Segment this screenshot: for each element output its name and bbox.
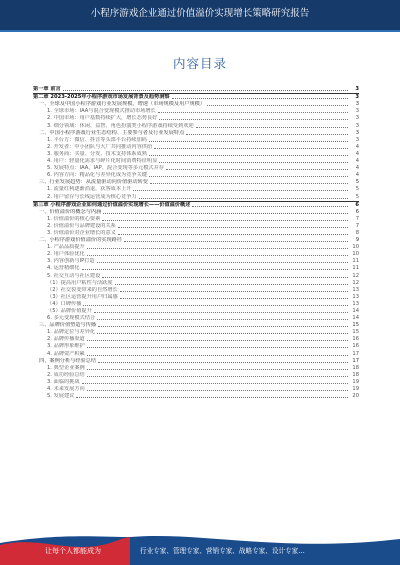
toc-entry[interactable]: [33, 393, 359, 400]
toc-entry-label: （5）品牌价值提升: [47, 308, 92, 314]
toc-entry-label: 1. 全球市场：IAA与混合变现模式推动市场增长: [47, 108, 156, 115]
toc-dot-leader: [118, 227, 348, 228]
toc-entry-label: 6. 内容方向：精品化与差异化成为竞争关键: [47, 172, 147, 179]
toc-entry-label: 一、全球及中国小程序游戏行业发展规模、增速（市场规模及用户规模）: [39, 101, 206, 108]
toc-dot-leader: [159, 162, 348, 163]
toc-entry[interactable]: [33, 272, 359, 279]
toc-entry-label: 1. 平台方：微信、抖音等头部平台持续加码: [47, 136, 147, 143]
toc-dot-leader: [192, 206, 348, 207]
toc-entry-page: 3: [355, 108, 359, 115]
toc-entry[interactable]: [33, 280, 359, 287]
toc-entry-label: 第二章 2023-2025年小程序游戏市场发展背景及趋势洞察: [33, 94, 170, 101]
toc-entry-label: 6. 多元变现模式结合: [47, 315, 96, 322]
toc-entry[interactable]: [33, 223, 359, 230]
toc-entry-label: 2. 成功经验总结: [47, 371, 85, 378]
toc-entry-label: 三、品牌价值塑造与传播: [39, 322, 97, 329]
toc-entry[interactable]: [33, 186, 359, 193]
toc-dot-leader: [83, 305, 348, 306]
toc-entry-page: 5: [355, 186, 359, 193]
toc-entry-label: 1. 品牌定位与差异化: [47, 329, 96, 336]
toc-dot-leader: [207, 105, 348, 106]
toc-entry[interactable]: [33, 315, 359, 322]
toc-dot-leader: [124, 241, 348, 242]
toc-entry-page: 4: [355, 158, 359, 165]
toc-entry-page: 12: [352, 272, 359, 279]
toc-entry-page: 3: [355, 101, 359, 108]
toc-entry-page: 8: [355, 229, 359, 236]
toc-entry-page: 11: [352, 258, 359, 265]
toc-entry-page: 3: [355, 122, 359, 129]
toc-entry-page: 18: [352, 371, 359, 378]
toc-dot-leader: [76, 397, 348, 398]
toc-dot-leader: [186, 134, 348, 135]
toc-heading: 内容目录: [172, 56, 227, 71]
toc-entry-label: （3）社区运营提升用户归属感: [47, 293, 118, 300]
toc-entry[interactable]: [33, 251, 359, 258]
toc-entry-label: 四、案例分析与经验总结: [39, 357, 97, 364]
toc-entry-label: 4. 未来发展方向: [47, 386, 85, 393]
toc-dot-leader: [159, 119, 348, 120]
footer-slogan-right: 行业专家、管理专家、营销专家、战略专家、设计专家…: [140, 547, 305, 555]
toc-entry-page: 14: [352, 308, 359, 314]
toc-entry[interactable]: [33, 130, 359, 137]
toc-entry-page: 3: [355, 136, 359, 143]
toc-dot-leader: [149, 155, 348, 156]
toc-dot-leader: [97, 333, 348, 334]
toc-dot-leader: [94, 312, 348, 313]
toc-entry-page: 6: [355, 201, 359, 208]
header-stripe: [0, 30, 400, 32]
toc-entry-label: 2. 用户留存与长线运营成为核心竞争力: [47, 193, 137, 200]
toc-entry-page: 15: [352, 322, 359, 329]
toc-entry[interactable]: [33, 165, 359, 172]
toc-entry-label: 5. 社交互动与社区建设: [47, 272, 101, 279]
toc-entry[interactable]: [33, 151, 359, 158]
toc-entry-page: 9: [355, 237, 359, 244]
toc-entry[interactable]: [33, 379, 359, 386]
toc-entry-label: 3. 内容创新与IP打造: [47, 258, 95, 265]
toc-entry-label: 1. 产品品质提升: [47, 244, 85, 251]
toc-entry[interactable]: [33, 308, 359, 315]
toc-dot-leader: [102, 277, 348, 278]
toc-entry-label: 1. 典型企业案例: [47, 364, 85, 371]
toc-dot-leader: [154, 148, 348, 149]
toc-dot-leader: [149, 141, 348, 142]
toc-entry[interactable]: [33, 101, 359, 108]
toc-dot-leader: [139, 198, 348, 199]
toc-entry-page: 19: [352, 386, 359, 393]
toc-dot-leader: [118, 234, 348, 235]
toc-entry[interactable]: [33, 301, 359, 308]
toc-entry[interactable]: [33, 287, 359, 294]
toc-entry[interactable]: [33, 115, 359, 122]
toc-entry[interactable]: [33, 294, 359, 301]
toc-entry-label: 3. 品牌形象维护: [47, 343, 85, 350]
toc-entry[interactable]: [33, 365, 359, 372]
toc-entry-label: 5. 发展特点：IAA、IAP、混合变现等多元模式并存: [47, 165, 164, 172]
toc-entry-page: 4: [355, 143, 359, 150]
toc-entry-page: 15: [352, 329, 359, 336]
toc-entry-page: 17: [352, 350, 359, 357]
toc-entry-label: 3. 面临的挑战: [47, 378, 80, 385]
toc-entry-page: 13: [352, 293, 359, 300]
toc-entry-label: 一、价值溢价的概念与内涵: [39, 208, 102, 215]
toc-entry[interactable]: [33, 329, 359, 336]
toc-entry-label: （2）社交裂变带来的自然增长: [47, 286, 118, 293]
toc-entry[interactable]: [33, 265, 359, 272]
report-title: 小程序游戏企业通过价值溢价实现增长策略研究报告: [90, 8, 310, 19]
toc-entry[interactable]: [33, 172, 359, 179]
toc-dot-leader: [82, 269, 348, 270]
toc-entry[interactable]: [33, 372, 359, 379]
toc-entry-label: 1. 价值溢价的核心要素: [47, 215, 101, 222]
toc-entry-page: 4: [355, 172, 359, 179]
toc-entry[interactable]: [33, 237, 359, 244]
toc-dot-leader: [87, 347, 348, 348]
toc-dot-leader: [150, 183, 348, 184]
toc-entry-label: 2. 用户体验优化: [47, 251, 85, 258]
toc-entry[interactable]: [33, 216, 359, 223]
toc-entry-label: 3. 细分领域：休闲、益智、角色扮演类小程序游戏持续受到欢迎: [47, 122, 194, 129]
toc-entry-label: 第三章 小程序游戏企业如何通过价值溢价实现增长——价值溢价概述: [33, 201, 191, 208]
footer-banner: [0, 531, 400, 565]
toc-dot-leader: [120, 291, 348, 292]
toc-entry-page: 10: [352, 251, 359, 258]
toc-entry-label: 3. 服务商：买量、分发、技术支持体系成熟: [47, 150, 147, 157]
toc-entry-page: 5: [355, 179, 359, 186]
toc-dot-leader: [133, 190, 348, 191]
toc-dot-leader: [172, 98, 348, 99]
toc-entry-label: 二、中国小程序游戏行业生态结构、主要参与者及行业发展特点: [39, 129, 185, 136]
toc-entry[interactable]: [33, 322, 359, 329]
toc-entry[interactable]: [33, 244, 359, 251]
toc-dot-leader: [120, 298, 348, 299]
toc-entry-label: 2. 开发者：中小团队与大厂共同推动内容供给: [47, 143, 153, 150]
toc-entry-page: 13: [352, 286, 359, 293]
toc-entry-page: 12: [352, 279, 359, 286]
toc-dot-leader: [87, 255, 348, 256]
toc-entry-label: 4. 品牌资产积累: [47, 350, 85, 357]
toc-entry-page: 4: [355, 165, 359, 172]
table-of-contents: [33, 86, 359, 400]
toc-entry-page: 20: [352, 393, 359, 400]
toc-entry[interactable]: [33, 144, 359, 151]
toc-entry-page: 6: [355, 208, 359, 215]
toc-entry-page: 10: [352, 244, 359, 251]
toc-entry-label: 2. 品牌传播渠道: [47, 336, 85, 343]
toc-entry[interactable]: [33, 230, 359, 237]
toc-entry-label: 第一章 前言: [33, 86, 61, 93]
toc-entry-page: 16: [352, 336, 359, 343]
toc-dot-leader: [102, 220, 348, 221]
toc-entry[interactable]: [33, 336, 359, 343]
toc-dot-leader: [166, 169, 348, 170]
toc-entry-page: 3: [355, 86, 359, 93]
toc-entry-label: （1）提高用户粘性与活跃度: [47, 279, 113, 286]
toc-entry-page: 7: [355, 215, 359, 222]
toc-entry[interactable]: [33, 137, 359, 144]
toc-entry-label: 2. 价值溢价与品牌建设的关系: [47, 222, 116, 229]
toc-entry-page: 3: [355, 115, 359, 122]
toc-entry-page: 11: [352, 265, 359, 272]
toc-entry[interactable]: [33, 258, 359, 265]
toc-entry-label: 5. 发展建议: [47, 393, 75, 400]
toc-dot-leader: [87, 340, 348, 341]
toc-entry[interactable]: [33, 343, 359, 350]
toc-dot-leader: [87, 355, 348, 356]
toc-entry-page: 13: [352, 300, 359, 307]
toc-entry-label: 4. 运营精细化: [47, 265, 80, 272]
toc-entry[interactable]: [33, 108, 359, 115]
toc-entry-label: 2. 中国市场：用户基数持续扩大，增长态势良好: [47, 115, 158, 122]
toc-dot-leader: [87, 369, 348, 370]
toc-entry[interactable]: [33, 122, 359, 129]
toc-entry[interactable]: [33, 358, 359, 365]
toc-entry-label: （4）口碑传播: [47, 300, 82, 307]
toc-entry[interactable]: [33, 86, 359, 93]
toc-entry[interactable]: [33, 158, 359, 165]
toc-entry[interactable]: [33, 179, 359, 186]
toc-entry-label: 3. 价值溢价对企业增长的意义: [47, 229, 116, 236]
toc-dot-leader: [87, 390, 348, 391]
toc-entry-page: 5: [355, 193, 359, 200]
toc-entry-page: 3: [355, 129, 359, 136]
footer-slogan-left: 让每个人都能成为: [45, 547, 101, 555]
toc-dot-leader: [103, 213, 348, 214]
toc-entry-label: 三、行业发展趋势：从流量驱动向价值驱动转变: [39, 179, 148, 186]
toc-dot-leader: [97, 262, 348, 263]
toc-entry[interactable]: [33, 201, 359, 209]
toc-entry-label: 1. 流量红利逐渐消退，获客成本上升: [47, 186, 132, 193]
header-bar: [0, 0, 400, 32]
toc-dot-leader: [196, 127, 348, 128]
toc-dot-leader: [98, 362, 348, 363]
toc-dot-leader: [97, 319, 348, 320]
toc-entry-page: 3: [355, 94, 359, 101]
toc-dot-leader: [87, 248, 348, 249]
toc-entry-label: 4. 用户：轻量化需求与碎片化时间消费特征明显: [47, 158, 158, 165]
toc-entry-page: 19: [352, 378, 359, 385]
toc-dot-leader: [98, 326, 348, 327]
toc-entry[interactable]: [33, 193, 359, 200]
toc-dot-leader: [149, 176, 348, 177]
toc-dot-leader: [87, 376, 348, 377]
toc-dot-leader: [82, 383, 348, 384]
toc-entry-page: 17: [352, 357, 359, 364]
toc-entry-page: 4: [355, 150, 359, 157]
toc-dot-leader: [158, 112, 348, 113]
toc-entry[interactable]: [33, 386, 359, 393]
toc-entry-page: 18: [352, 364, 359, 371]
toc-entry-label: 二、小程序游戏价值溢价的实现路径: [39, 237, 123, 244]
toc-entry[interactable]: [33, 93, 359, 101]
toc-entry[interactable]: [33, 209, 359, 216]
toc-entry-page: 7: [355, 222, 359, 229]
toc-dot-leader: [115, 284, 348, 285]
toc-entry-page: 14: [352, 315, 359, 322]
toc-entry-page: 16: [352, 343, 359, 350]
toc-entry[interactable]: [33, 350, 359, 357]
toc-dot-leader: [63, 90, 348, 91]
